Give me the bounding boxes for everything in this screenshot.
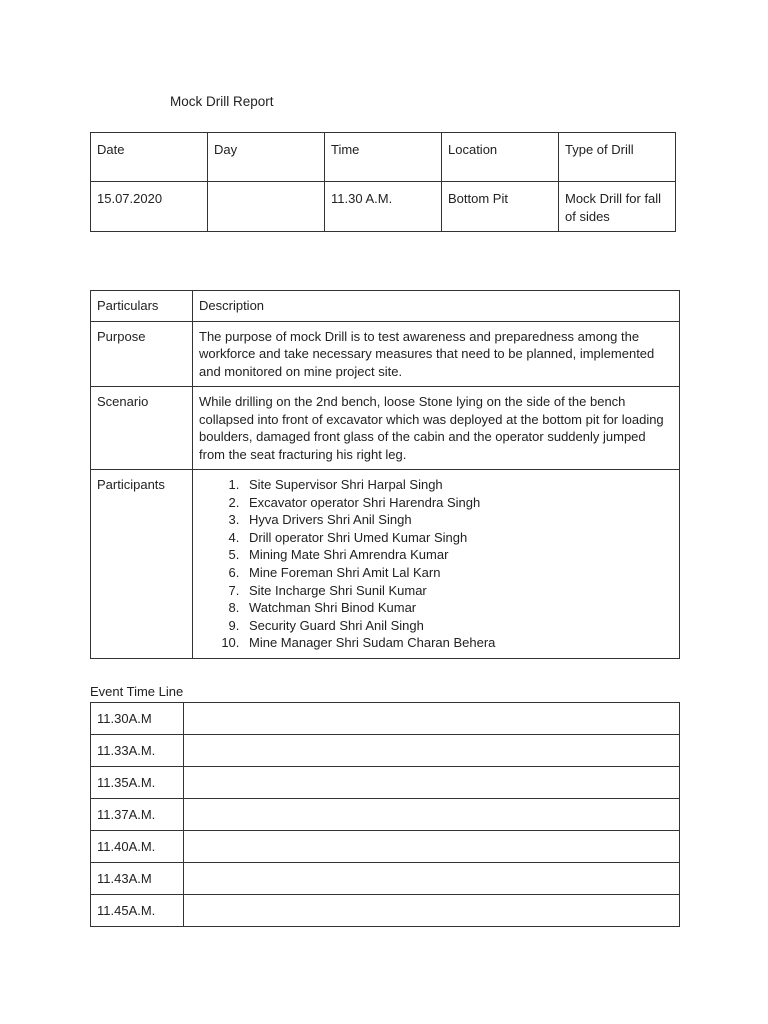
summary-table — [90, 132, 676, 232]
header-type-of-drill: Type of Drill — [559, 133, 676, 182]
timeline-event-cell — [184, 863, 680, 895]
header-location: Location — [442, 133, 559, 182]
table-row — [91, 703, 680, 735]
cell-day — [208, 182, 325, 232]
timeline-time: 11.33A.M. — [91, 735, 184, 767]
timeline-event-cell — [184, 799, 680, 831]
purpose-label: Purpose — [91, 321, 193, 387]
timeline-event-cell — [184, 767, 680, 799]
summary-data-row — [91, 182, 676, 232]
timeline-event-cell — [184, 895, 680, 927]
header-description: Description — [193, 291, 680, 322]
list-item: 5. Mining Mate Shri Amrendra Kumar — [243, 546, 673, 564]
list-item: 3. Hyva Drivers Shri Anil Singh — [243, 511, 673, 529]
report-title: Mock Drill Report — [170, 94, 274, 109]
cell-type-of-drill: Mock Drill for fall of sides — [559, 182, 676, 232]
list-item: 4. Drill operator Shri Umed Kumar Singh — [243, 529, 673, 547]
list-item: 10. Mine Manager Shri Sudam Charan Behera — [243, 634, 673, 652]
list-item: 9. Security Guard Shri Anil Singh — [243, 617, 673, 635]
header-time: Time — [325, 133, 442, 182]
participants-cell — [193, 470, 680, 659]
table-row — [91, 767, 680, 799]
purpose-row — [91, 321, 680, 387]
summary-header-row — [91, 133, 676, 182]
header-day: Day — [208, 133, 325, 182]
cell-date: 15.07.2020 — [91, 182, 208, 232]
timeline-event-cell — [184, 703, 680, 735]
table-row — [91, 799, 680, 831]
header-particulars: Particulars — [91, 291, 193, 322]
scenario-text: While drilling on the 2nd bench, loose Stone lying on the side of the bench collapsed into front of excavator which was deployed at the bottom pit for loading boulders, damaged front glass of the cabin and the operator suddenly jumped from the seat fracturing his right leg. — [193, 387, 680, 470]
timeline-time: 11.35A.M. — [91, 767, 184, 799]
details-header-row — [91, 291, 680, 322]
list-item: 6. Mine Foreman Shri Amit Lal Karn — [243, 564, 673, 582]
list-item: 1. Site Supervisor Shri Harpal Singh — [243, 476, 673, 494]
participants-row — [91, 470, 680, 659]
timeline-event-cell — [184, 831, 680, 863]
list-item: 7. Site Incharge Shri Sunil Kumar — [243, 582, 673, 600]
scenario-label: Scenario — [91, 387, 193, 470]
timeline-heading: Event Time Line — [90, 684, 184, 699]
purpose-text: The purpose of mock Drill is to test awareness and preparedness among the workforce and take necessary measures that need to be planned, implemented and monitored on mine project site. — [193, 321, 680, 387]
details-table — [90, 290, 680, 659]
table-row — [91, 895, 680, 927]
timeline-table — [90, 702, 680, 927]
table-row — [91, 735, 680, 767]
table-row — [91, 831, 680, 863]
scenario-row — [91, 387, 680, 470]
timeline-time: 11.43A.M — [91, 863, 184, 895]
list-item: 8. Watchman Shri Binod Kumar — [243, 599, 673, 617]
header-date: Date — [91, 133, 208, 182]
timeline-time: 11.40A.M. — [91, 831, 184, 863]
list-item: 2. Excavator operator Shri Harendra Singh — [243, 494, 673, 512]
participants-list — [199, 476, 673, 652]
timeline-time: 11.37A.M. — [91, 799, 184, 831]
timeline-event-cell — [184, 735, 680, 767]
table-row — [91, 863, 680, 895]
timeline-time: 11.30A.M — [91, 703, 184, 735]
participants-label: Participants — [91, 470, 193, 659]
cell-time: 11.30 A.M. — [325, 182, 442, 232]
timeline-time: 11.45A.M. — [91, 895, 184, 927]
cell-location: Bottom Pit — [442, 182, 559, 232]
